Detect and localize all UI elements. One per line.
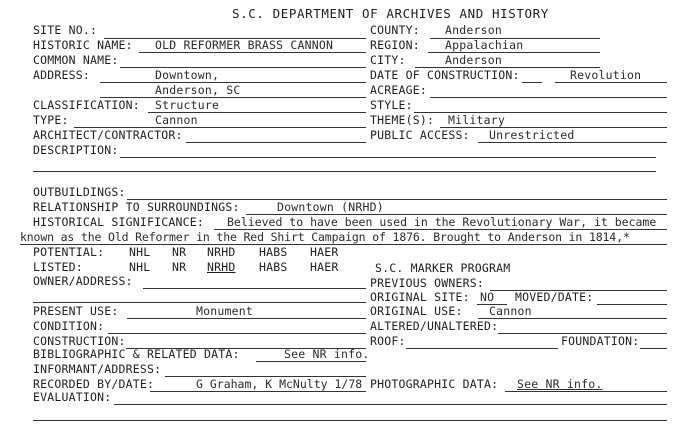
historic-name-value: OLD REFORMER BRASS CANNON [155,38,334,52]
roof-field[interactable] [406,348,558,349]
bibliographic-field[interactable] [256,361,366,362]
site-no-label: SITE NO.: [33,23,98,37]
classification-label: CLASSIFICATION: [33,98,140,112]
historic-name-label: HISTORIC NAME: [33,38,133,52]
roof-label: ROOF: [370,334,406,348]
photographic-value: See NR info. [517,377,603,391]
photographic-label: PHOTOGRAPHIC DATA: [370,377,499,391]
informant-label: INFORMANT/ADDRESS: [33,362,162,376]
moved-date-field[interactable] [597,304,667,305]
style-label: STYLE: [370,98,413,112]
architect-field[interactable] [186,142,366,143]
historical-significance-field-2[interactable] [20,244,667,245]
city-label: CITY: [370,53,406,67]
themes-value: Military [448,113,505,127]
moved-date-label: MOVED/DATE: [515,290,594,304]
outbuildings-label: OUTBUILDINGS: [33,185,126,199]
county-value: Anderson [445,23,502,37]
region-value: Appalachian [445,38,524,52]
bibliographic-label: BIBLIOGRAPHIC & RELATED DATA: [33,347,240,361]
original-use-label: ORIGINAL USE: [370,304,463,318]
original-use-field[interactable] [478,318,667,319]
owner-field-1[interactable] [143,288,366,289]
description-label: DESCRIPTION: [33,143,119,157]
bibliographic-value: See NR info. [284,347,370,361]
recorded-field[interactable] [150,391,366,392]
common-name-label: COMMON NAME: [33,53,119,67]
date-construction-field-a[interactable] [522,82,542,83]
recorded-value: G Graham, K McNulty 1/78 [196,377,363,391]
recorded-label: RECORDED BY/DATE: [33,377,155,391]
acreage-field[interactable] [430,97,667,98]
evaluation-field-1[interactable] [114,404,667,405]
description-field-1[interactable] [120,157,656,158]
owner-field-2[interactable] [33,302,366,303]
photographic-field[interactable] [505,391,667,392]
type-label: TYPE: [33,113,69,127]
address-line1: Downtown, [155,68,220,82]
owner-label: OWNER/ADDRESS: [33,274,133,288]
listed-option-nr[interactable]: NR [172,260,187,274]
address-label: ADDRESS: [33,68,90,82]
county-label: COUNTY: [370,23,420,37]
date-construction-field-b[interactable] [555,82,667,83]
region-label: REGION: [370,38,420,52]
public-access-field[interactable] [478,142,667,143]
description-field-2[interactable] [33,171,656,172]
classification-value: Structure [155,98,220,112]
public-access-label: PUBLIC ACCESS: [370,128,470,142]
architect-label: ARCHITECT/CONTRACTOR: [33,128,183,142]
foundation-label: FOUNDATION: [561,334,640,348]
potential-option-habs[interactable]: HABS [259,245,288,259]
present-use-field[interactable] [127,318,366,319]
condition-label: CONDITION: [33,319,105,333]
potential-option-nhl[interactable]: NHL [129,245,151,259]
city-value: Anderson [445,53,502,67]
historical-significance-line2: known as the Old Reformer in the Red Shirt Campaign of 1876. Brought to Anderson in 1814,* [20,230,630,244]
type-value: Cannon [155,113,198,127]
listed-option-haer[interactable]: HAER [310,260,339,274]
date-construction-value: Revolution [570,68,642,82]
listed-option-nhl[interactable]: NHL [129,260,151,274]
evaluation-label: EVALUATION: [33,390,112,404]
potential-label: POTENTIAL: [33,245,105,259]
condition-field[interactable] [108,333,366,334]
relationship-label: RELATIONSHIP TO SURROUNDINGS: [33,200,240,214]
present-use-value: Monument [196,304,253,318]
previous-owners-label: PREVIOUS OWNERS: [370,276,484,290]
public-access-value: Unrestricted [489,128,575,142]
evaluation-field-2[interactable] [33,420,667,421]
foundation-field[interactable] [640,348,667,349]
original-site-value: NO [480,290,495,304]
potential-option-nrhd[interactable]: NRHD [207,245,236,259]
construction-label: CONSTRUCTION: [33,334,126,348]
potential-option-haer[interactable]: HAER [310,245,339,259]
themes-label: THEME(S): [370,113,435,127]
listed-label: LISTED: [33,260,83,274]
marker-program-label: S.C. MARKER PROGRAM [375,261,511,275]
listed-option-nrhd[interactable]: NRHD [207,260,236,274]
relationship-value: Downtown (NRHD) [277,200,384,214]
altered-label: ALTERED/UNALTERED: [370,319,499,333]
historical-significance-label: HISTORICAL SIGNIFICANCE: [33,215,204,229]
acreage-label: ACREAGE: [370,83,427,97]
historical-significance-line1: Believed to have been used in the Revolutionary War, it became [227,215,657,229]
date-construction-label: DATE OF CONSTRUCTION: [370,68,520,82]
potential-option-nr[interactable]: NR [172,245,187,259]
address-field-2[interactable] [100,97,366,98]
original-site-label: ORIGINAL SITE: [370,290,470,304]
listed-option-habs[interactable]: HABS [259,260,288,274]
address-line2: Anderson, SC [155,83,241,97]
original-use-value: Cannon [489,304,532,318]
present-use-label: PRESENT USE: [33,304,119,318]
historic-name-field[interactable] [139,52,366,53]
form-header: S.C. DEPARTMENT OF ARCHIVES AND HISTORY [232,6,549,21]
